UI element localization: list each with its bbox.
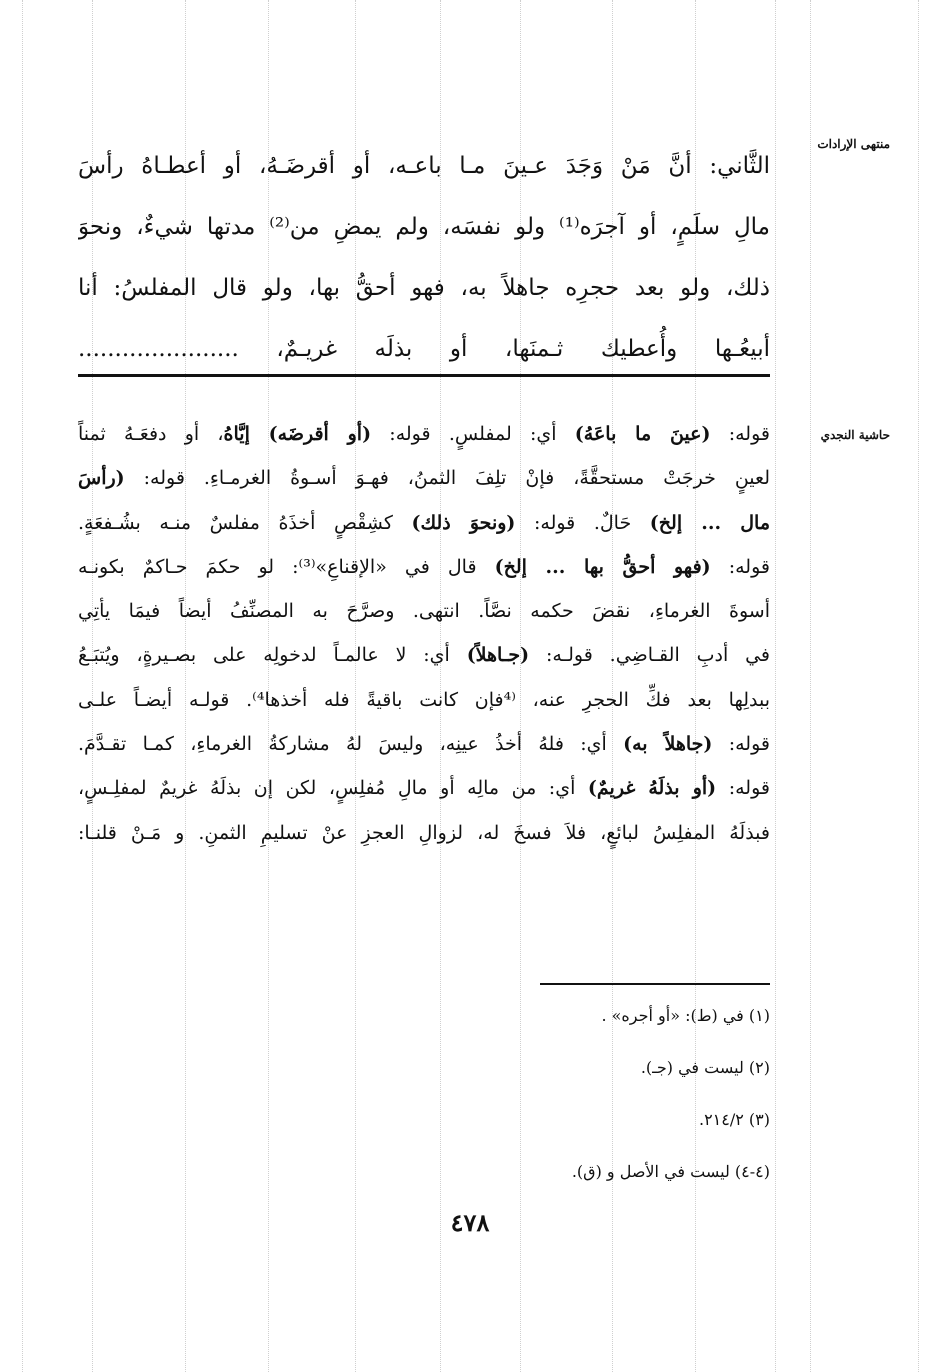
commentary-text	[78, 412, 770, 855]
commentary-segment: أي: لمفلسٍ. قوله:	[371, 423, 575, 445]
quoted-phrase: (أو بذلَهُ غريمٌ)	[587, 777, 717, 800]
commentary-segment: قال في «الإقناعِ»⁽³⁾: لو حكمَ حـاكمٌ بكونـه	[78, 555, 495, 578]
scan-guide-line	[22, 0, 23, 1372]
footnote: (٣) ٢١٤/٢.	[698, 1110, 770, 1129]
commentary-segment: في أدبِ القـاضِي. قولـه:	[529, 644, 770, 667]
quoted-phrase: (أو أقرضَه) إيَّاهُ	[223, 423, 372, 445]
footnotes	[572, 1001, 770, 1209]
main-text-line: أبيعُـها وأُعطيك ثـمنَها، أو بذلَه غريـمٌ، ......................	[78, 336, 770, 362]
commentary-segment: كشِقْصٍ أخذَهُ مفلسٌ منـه بشُـفعَةٍ.	[78, 511, 412, 534]
scan-guide-line	[775, 0, 776, 1372]
main-text-line: الثَّاني: أنَّ مَنْ وَجَدَ عـينَ مـا باعـه، أو أقرضَـهُ، أو أعطـاهُ رأسَ	[78, 153, 770, 179]
commentary-segment: أي: لا عالمـاً لدخولِه على بصـيرةٍ، ويُتبَـعُ	[78, 644, 467, 667]
commentary-segment: ، أو دفعَـهُ ثمناً	[78, 423, 224, 445]
commentary-line	[78, 722, 770, 766]
footnote: (٢) ليست في (جـ).	[640, 1058, 770, 1077]
commentary-line	[78, 678, 770, 722]
commentary-line	[78, 766, 770, 810]
page-number: ٤٧٨	[450, 1208, 490, 1237]
commentary-segment: قوله:	[716, 777, 770, 800]
commentary-segment: لعينٍ خرجَتْ مستحقَّةً، فإنْ تلِفَ الثمنُ، فهـوَ أسـوةُ الغرمـاءِ. قوله:	[124, 467, 770, 490]
commentary-segment: ببدلِها بعد فكِّ الحجرِ عنه، ⁽⁴فإن كانت باقيةً فله أخذها⁴⁾. قولـه أيضـاً علـى	[78, 688, 770, 711]
quoted-phrase: (فهو أحقُّ بها ... إلخ)	[494, 555, 711, 578]
main-text-line: ذلك، ولو بعد حجرِه جاهلاً به، فهو أحقُّ بها، ولو قال المفلسُ: أنا	[78, 275, 770, 301]
footnote-divider	[540, 983, 770, 985]
commentary-segment: أي: فلهُ أخذُ عينِه، وليسَ لهُ مشاركةُ الغرماءِ، كمـا تقـدَّمَ.	[78, 733, 624, 756]
commentary-segment: قوله:	[710, 423, 770, 445]
side-label-matn: منتهى الإرادات	[817, 137, 890, 151]
commentary-segment: أسوةَ الغرماءِ، نقضَ حكمه نصَّاً. انتهى. وصرَّحَ به المصنِّفُ أيضاً فيمَا يأتِي	[78, 600, 770, 623]
commentary-segment: حَالٌ. قوله:	[515, 511, 650, 534]
commentary-line	[78, 456, 770, 500]
commentary-line	[78, 589, 770, 633]
quoted-phrase: (ونحوَ ذلك)	[411, 511, 516, 534]
commentary-segment: أي: من مالِه أو مالِ مُفلِسٍ، لكن إن بذلَهُ غريمٌ لمفلِـسٍ،	[78, 777, 588, 800]
side-label-hashiya: حاشية النجدي	[820, 428, 890, 442]
commentary-segment: قوله:	[710, 555, 770, 578]
commentary-line	[78, 633, 770, 677]
commentary-line	[78, 412, 770, 456]
scan-guide-line	[810, 0, 811, 1372]
commentary-segment: فبذلَهُ المفلِسُ لبائعٍ، فلاَ فسخَ له، لزوالِ العجزِ عنْ تسليمِ الثمنِ. و مَـنْ قلنـا:	[78, 821, 770, 844]
commentary-line	[78, 501, 770, 545]
footnote: (٤-٤) ليست في الأصل و (ق).	[571, 1162, 770, 1181]
commentary-segment: قوله:	[712, 733, 770, 756]
scan-guide-line	[918, 0, 919, 1372]
quoted-phrase: مال ... إلخ)	[649, 511, 770, 534]
quoted-phrase: (عينَ ما باعَهُ)	[574, 423, 711, 445]
commentary-line	[78, 811, 770, 855]
commentary-line	[78, 545, 770, 589]
section-divider	[78, 374, 770, 377]
quoted-phrase: (رأسَ	[78, 467, 125, 490]
footnote: (١) في (ط): «أو أجره» .	[601, 1006, 770, 1025]
main-text	[78, 136, 770, 380]
quoted-phrase: (جـاهلاً)	[466, 644, 530, 667]
quoted-phrase: (جاهلاً به)	[623, 733, 713, 756]
main-text-line: مالِ سلَمٍ، أو آجرَه⁽¹⁾ ولو نفسَه، ولم يمضِ من⁽²⁾ مدتها شيءٌ، ونحوَ	[78, 214, 770, 240]
